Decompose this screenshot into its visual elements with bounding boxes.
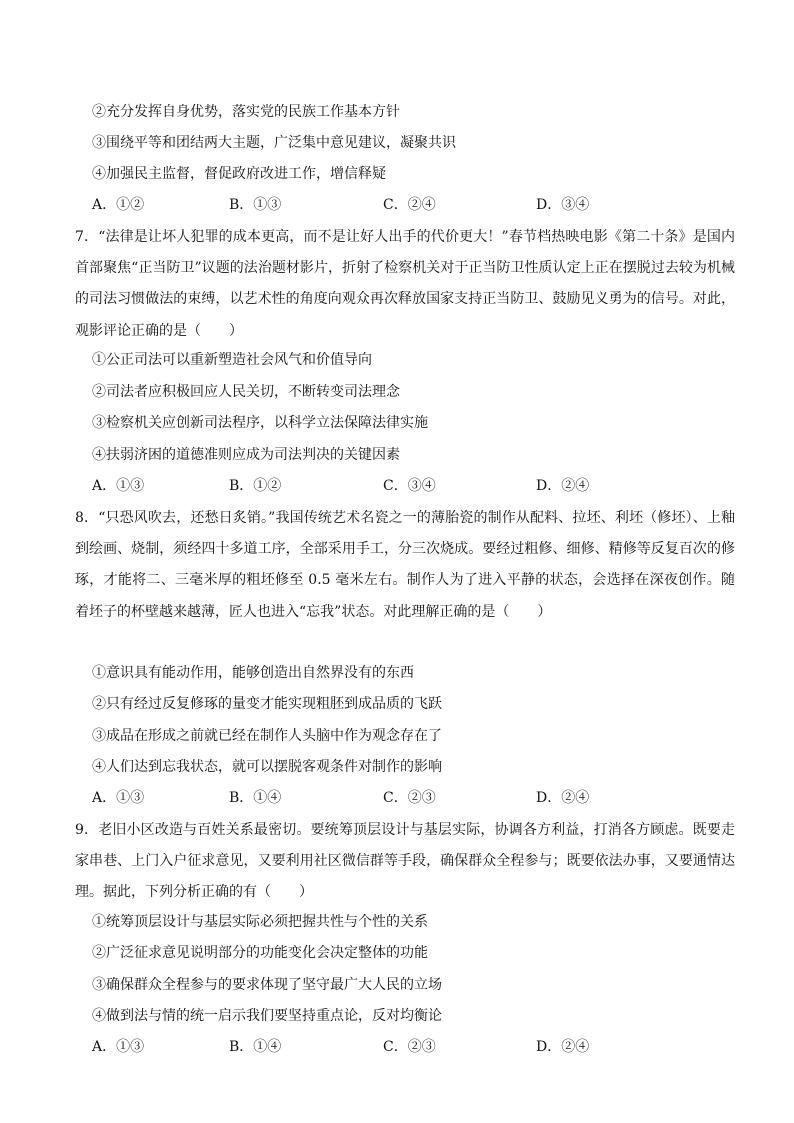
q7-item-4: ④扶弱济困的道德准则应成为司法判决的关键因素	[92, 447, 400, 463]
q6-option-b: B．①③	[229, 197, 282, 213]
q8-option-d: D．②④	[536, 790, 590, 806]
q8-option-c: C．②③	[383, 790, 436, 806]
q6-options	[92, 195, 732, 215]
q8-stem: 8．“只恐风吹去，还愁日炙销。”我国传统艺术名瓷之一的薄胎瓷的制作从配料、拉坯、利坯（修坯）、上釉到绘画、烧制，须经四十多道工序，全部采用手工，分三次烧成。要经过粗修、细修、精修等反复百次的修琢，才能将二、三毫米厚的粗坯修至 0.5 毫米左右。制作人为了进入平静的状态，会选择在深夜创作。随着坯子的杯壁越来越薄，匠人也进入“忘我”状态。对此理解正确的是（ ）	[75, 510, 735, 620]
q8-item-3: ③成品在形成之前就已经在制作人头脑中作为观念存在了	[92, 728, 442, 744]
q8-option-b: B．①④	[229, 790, 282, 806]
q9-item-2: ②广泛征求意见说明部分的功能变化会决定整体的功能	[92, 945, 428, 961]
q7-option-d: D．②④	[536, 478, 590, 494]
q7-option-c: C．③④	[383, 478, 436, 494]
q9-item-3: ③确保群众全程参与的要求体现了坚守最广大人民的立场	[92, 977, 442, 993]
q9-option-a: A．①③	[92, 1039, 145, 1055]
q9-item-4: ④做到法与情的统一启示我们要坚持重点论，反对均衡论	[92, 1008, 442, 1024]
q7-item-2: ②司法者应积极回应人民关切，不断转变司法理念	[92, 384, 400, 400]
q6-option-a: A．①②	[92, 197, 145, 213]
q6-option-d: D．③④	[536, 197, 590, 213]
q6-item-4: ④加强民主监督，督促政府改进工作，增信释疑	[92, 166, 386, 182]
q7-options	[92, 476, 732, 496]
q6-item-3: ③围绕平等和团结两大主题，广泛集中意见建议，凝聚共识	[92, 135, 456, 151]
q9-item-1: ①统筹顶层设计与基层实际必须把握共性与个性的关系	[92, 914, 428, 930]
q8-item-1: ①意识具有能动作用，能够创造出自然界没有的东西	[92, 665, 414, 681]
q7-option-b: B．①②	[229, 478, 282, 494]
q8-option-a: A．①③	[92, 790, 145, 806]
q9-options	[92, 1037, 732, 1057]
q8-item-2: ②只有经过反复修琢的量变才能实现粗胚到成品质的飞跃	[92, 696, 442, 712]
q7-stem: 7．“法律是让坏人犯罪的成本更高，而不是让好人出手的代价更大！”春节档热映电影《第二十条》是国内首部聚焦“正当防卫”议题的法治题材影片，折射了检察机关对于正当防卫性质认定上正在摆脱过去较为机械的司法习惯做法的束缚，以艺术性的角度向观众再次释放国家支持正当防卫、鼓励见义勇为的信号。对此，观影评论正确的是（ ）	[75, 229, 735, 339]
q9-stem: 9．老旧小区改造与百姓关系最密切。要统筹顶层设计与基层实际，协调各方利益，打消各方顾虑。既要走家串巷、上门入户征求意见，又要利用社区微信群等手段，确保群众全程参与；既要依法办事，又要通情达理。据此，下列分析正确的有（ ）	[75, 822, 735, 901]
q8-item-4: ④人们达到忘我状态，就可以摆脱客观条件对制作的影响	[92, 759, 442, 775]
q7-item-1: ①公正司法可以重新塑造社会风气和价值导向	[92, 352, 372, 368]
q8-options	[92, 788, 732, 808]
q9-option-c: C．②③	[383, 1039, 436, 1055]
q6-item-2: ②充分发挥自身优势，落实党的民族工作基本方针	[92, 104, 400, 120]
q7-item-3: ③检察机关应创新司法程序，以科学立法保障法律实施	[92, 415, 428, 431]
q9-option-b: B．①④	[229, 1039, 282, 1055]
q9-option-d: D．②④	[536, 1039, 590, 1055]
q6-option-c: C．②④	[383, 197, 436, 213]
q7-option-a: A．①③	[92, 478, 145, 494]
